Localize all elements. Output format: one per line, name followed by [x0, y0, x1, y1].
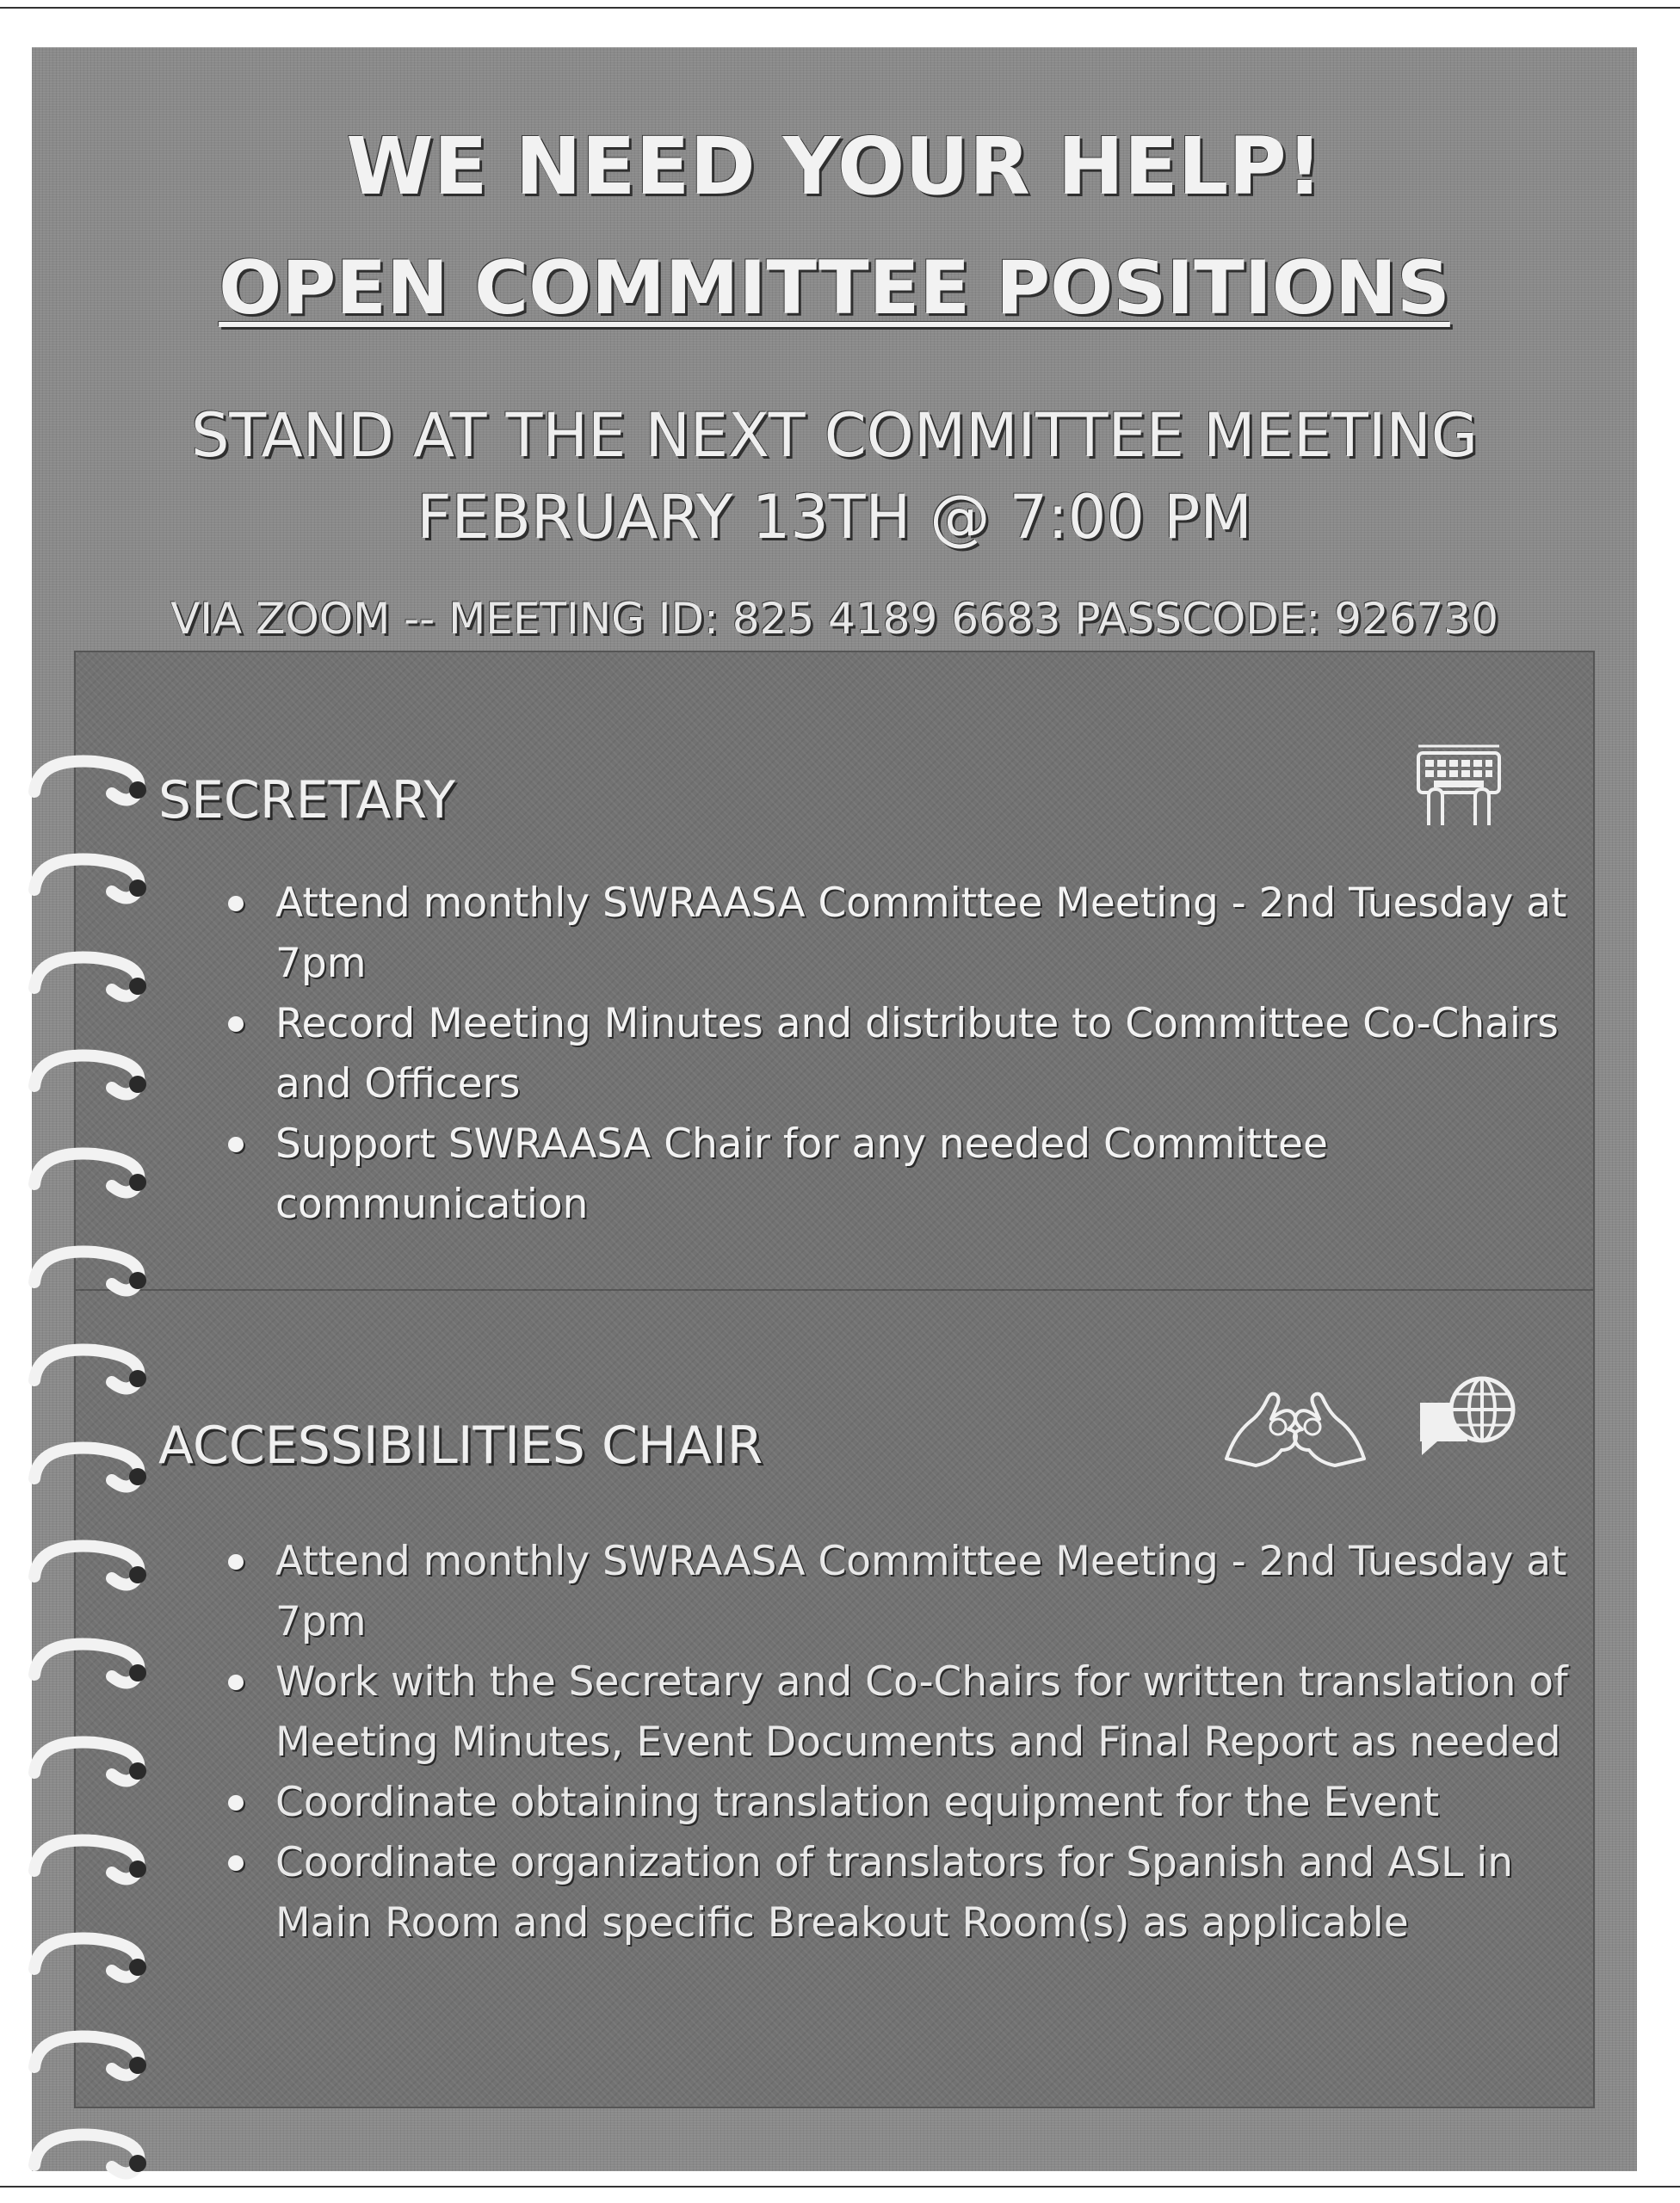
accessibilities-duties-list — [224, 1532, 1601, 1953]
binding-ring — [34, 1840, 139, 1879]
list-item: Support SWRAASA Chair for any needed Committee communication — [224, 1114, 1601, 1235]
list-item: Coordinate obtaining translation equipment for the Event — [224, 1773, 1601, 1833]
meeting-callout: STAND AT THE NEXT COMMITTEE MEETING — [190, 400, 1479, 471]
binding-ring — [34, 2134, 139, 2173]
binding-hole — [129, 1272, 146, 1289]
binding-hole — [129, 2155, 146, 2172]
binding-hole — [129, 1076, 146, 1093]
spiral-binding — [0, 0, 172, 2203]
binding-ring — [34, 1644, 139, 1682]
binding-ring — [34, 761, 139, 799]
binding-hole — [129, 1959, 146, 1976]
binding-hole — [129, 1174, 146, 1191]
sign-language-icon — [1218, 1377, 1373, 1472]
binding-hole — [129, 1762, 146, 1780]
section-title-secretary: SECRETARY — [158, 770, 456, 830]
binding-ring — [34, 1447, 139, 1486]
headline-open-positions: OPEN COMMITTEE POSITIONS — [219, 245, 1450, 331]
zoom-details: VIA ZOOM -- MEETING ID: 825 4189 6683 PASSCODE: 926730 — [170, 594, 1498, 644]
list-item: Work with the Secretary and Co-Chairs for written translation of Meeting Minutes, Event Documents and Final Report as needed — [224, 1652, 1601, 1773]
list-item: Attend monthly SWRAASA Committee Meeting - 2nd Tuesday at 7pm — [224, 873, 1601, 994]
binding-ring — [34, 1546, 139, 1584]
binding-hole — [129, 1468, 146, 1485]
keyboard-hands-icon — [1411, 736, 1506, 830]
globe-chat-icon — [1411, 1368, 1523, 1480]
binding-ring — [34, 1055, 139, 1094]
list-item: Attend monthly SWRAASA Committee Meeting - 2nd Tuesday at 7pm — [224, 1532, 1601, 1652]
meeting-date: FEBRUARY 13TH @ 7:00 PM — [417, 482, 1252, 552]
binding-ring — [34, 1153, 139, 1192]
binding-ring — [34, 859, 139, 898]
list-item: Coordinate organization of translators for Spanish and ASL in Main Room and specific Breakout Room(s) as applicable — [224, 1833, 1601, 1953]
binding-ring — [34, 2036, 139, 2075]
section-title-accessibilities-chair: ACCESSIBILITIES CHAIR — [158, 1416, 763, 1476]
binding-ring — [34, 1938, 139, 1977]
binding-hole — [129, 781, 146, 799]
section-divider — [76, 1289, 1593, 1291]
binding-hole — [129, 1861, 146, 1878]
bottom-rule — [0, 2186, 1680, 2188]
binding-hole — [129, 2057, 146, 2074]
binding-hole — [129, 1566, 146, 1583]
binding-hole — [129, 1370, 146, 1387]
secretary-duties-list — [224, 873, 1601, 1235]
headline-help: WE NEED YOUR HELP! — [346, 120, 1323, 213]
top-rule — [0, 7, 1680, 9]
binding-hole — [129, 978, 146, 995]
binding-hole — [129, 1664, 146, 1682]
binding-ring — [34, 1742, 139, 1780]
binding-ring — [34, 1251, 139, 1290]
binding-hole — [129, 879, 146, 897]
list-item: Record Meeting Minutes and distribute to Committee Co-Chairs and Officers — [224, 994, 1601, 1114]
binding-ring — [34, 1349, 139, 1388]
binding-ring — [34, 957, 139, 996]
